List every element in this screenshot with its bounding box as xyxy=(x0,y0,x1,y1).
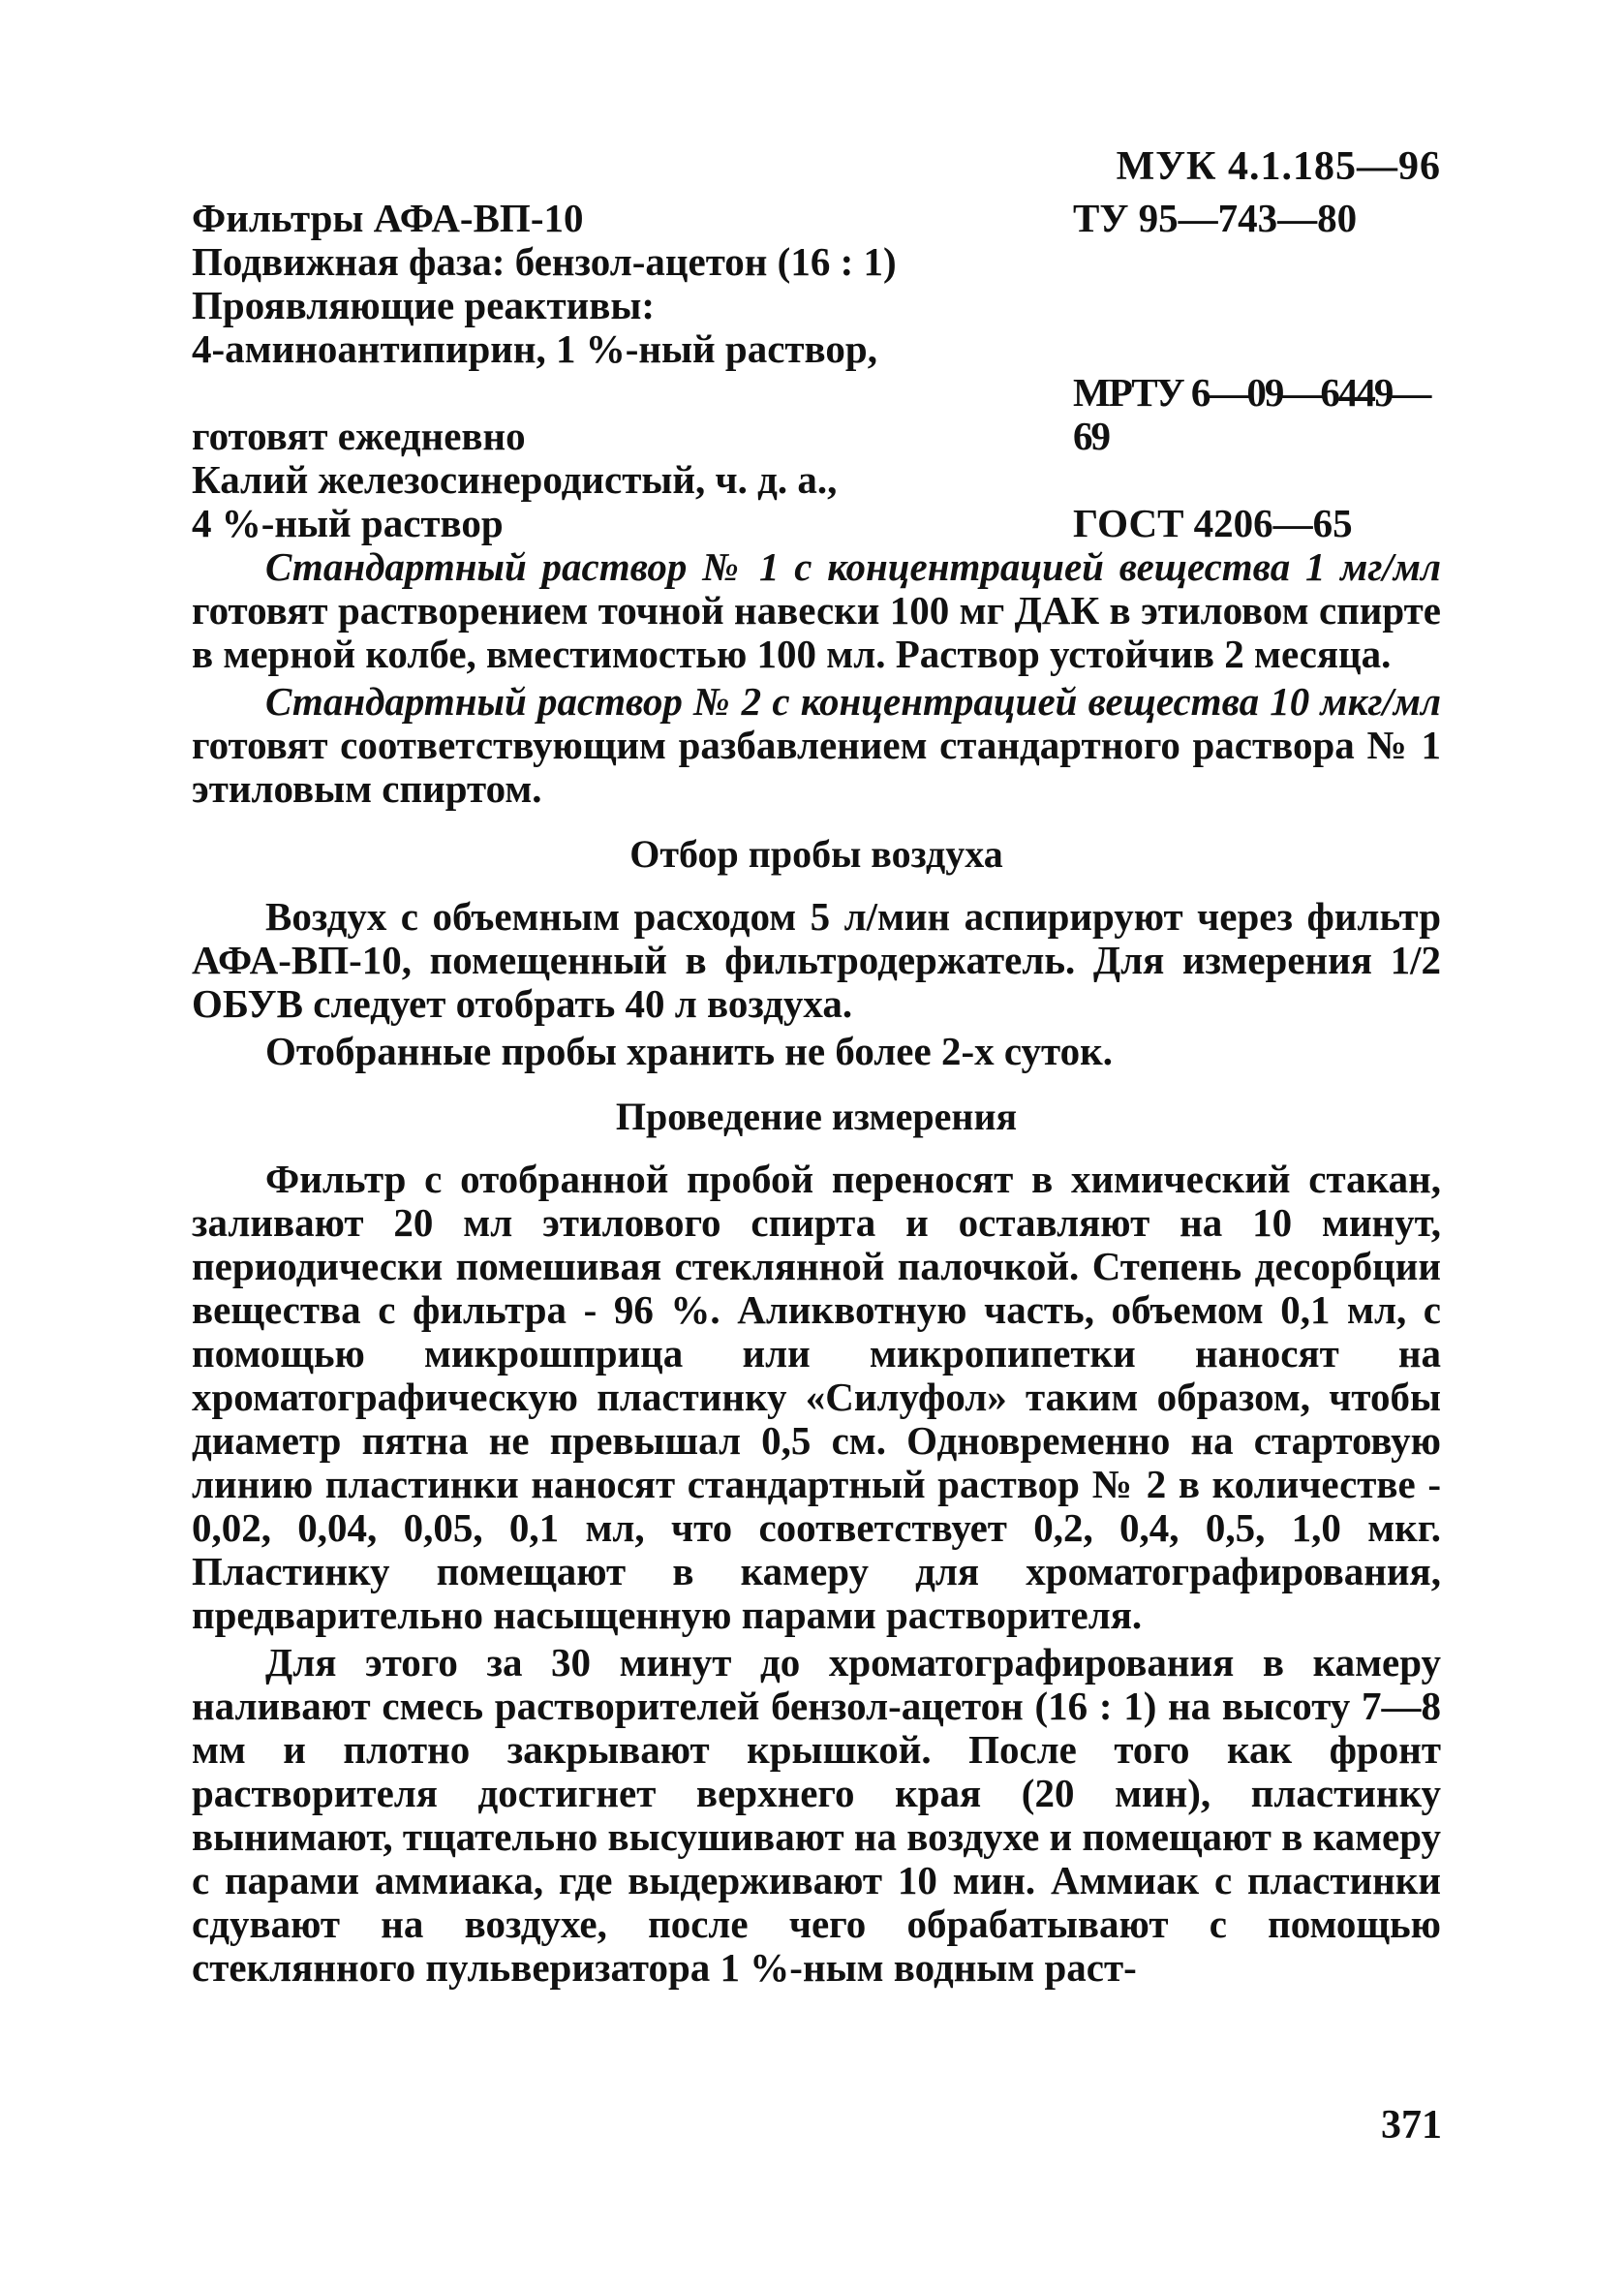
standard-solution-1-paragraph xyxy=(192,545,1441,676)
reagent-row xyxy=(192,502,1441,545)
standard-solution-1-title: Стандартный раствор № 1 с концентрацией вещества 1 мг/мл xyxy=(265,544,1441,589)
standard-solution-2-title: Стандартный раствор № 2 с концентрацией вещества 10 мкг/мл xyxy=(265,679,1441,724)
reagent-standard: МРТУ 6—09—6449—69 xyxy=(1073,370,1430,458)
section-heading-measurement: Проведение измерения xyxy=(615,1095,1018,1138)
reagent-name: Подвижная фаза: бензол-ацетон (16 : 1) xyxy=(192,239,897,284)
measurement-paragraph: Фильтр с отобранной пробой переносят в химический стакан, заливают 20 мл этилового спирта и оставляют на 10 минут, периодически помешивая стеклянной палочкой. Степень десорбции вещества с фильтра - 96 %. Аликвотную часть, объемом 0,1 мл, с помощью микрошприца или микропипетки наносят на хроматографическую пластинку «Силуфол» таким образом, чтобы диаметр пятна не превышал 0,5 см. Одновременно на стартовую линию пластинки наносят стандартный раствор № 2 в количестве - 0,02, 0,04, 0,05, 0,1 мл, что соответствует 0,2, 0,4, 0,5, 1,0 мкг. Пластинку помещают в камеру для хроматографирования, предварительно насыщенную парами растворителя. xyxy=(192,1157,1441,1637)
standard-solution-1-text: готовят растворением точной навески 100 мг ДАК в этиловом спирте в мерной колбе, вместимостью 100 мл. Раствор устойчив 2 месяца. xyxy=(192,588,1441,676)
sampling-paragraph: Отобранные пробы хранить не более 2-х суток. xyxy=(265,1029,1113,1073)
measurement-paragraph: Для этого за 30 минут до хроматографирования в камеру наливают смесь растворителей бензол-ацетон (16 : 1) на высоту 7—8 мм и плотно закрывают крышкой. После того как фронт растворителя достигнет верхнего края (20 мин), пластинку вынимают, тщательно высушивают на воздухе и помещают в камеру с парами аммиака, где выдерживают 10 мин. Аммиак с пластинки сдувают на воздухе, после чего обрабатывают с помощью стеклянного пульверизатора 1 %-ным водным раст- xyxy=(192,1640,1441,1990)
reagent-name: Проявляющие реактивы: xyxy=(192,283,656,327)
section-heading-sampling: Отбор пробы воздуха xyxy=(629,832,1003,876)
reagent-row xyxy=(192,371,1441,458)
reagent-standard: ГОСТ 4206—65 xyxy=(1073,501,1353,545)
standard-solution-2-text: готовят соответствующим разбавлением стандартного раствора № 1 этиловым спиртом. xyxy=(192,723,1441,811)
reagent-row xyxy=(192,197,1441,240)
reagent-name: 4-аминоантипирин, 1 %-ный раствор, xyxy=(192,326,877,371)
reagent-row xyxy=(192,240,1441,284)
reagent-name: готовят ежедневно xyxy=(192,414,526,458)
reagent-standard: ТУ 95—743—80 xyxy=(1073,196,1358,240)
reagent-name: Калий железосинеродистый, ч. д. а., xyxy=(192,457,838,502)
reagent-row xyxy=(192,327,1441,371)
document-code: МУК 4.1.185—96 xyxy=(1116,144,1441,189)
reagent-name: 4 %-ный раствор xyxy=(192,501,504,545)
reagent-row xyxy=(192,458,1441,502)
page-number: 371 xyxy=(1381,2103,1442,2148)
reagent-name: Фильтры АФА-ВП-10 xyxy=(192,196,584,240)
reagent-row xyxy=(192,284,1441,327)
reagents-list xyxy=(192,197,1441,545)
standard-solution-2-paragraph xyxy=(192,680,1441,811)
page-content xyxy=(192,145,1441,1990)
sampling-paragraph: Воздух с объемным расходом 5 л/мин аспирируют через фильтр АФА-ВП-10, помещенный в фильтродержатель. Для измерения 1/2 ОБУВ следует отобрать 40 л воздуха. xyxy=(192,894,1441,1026)
